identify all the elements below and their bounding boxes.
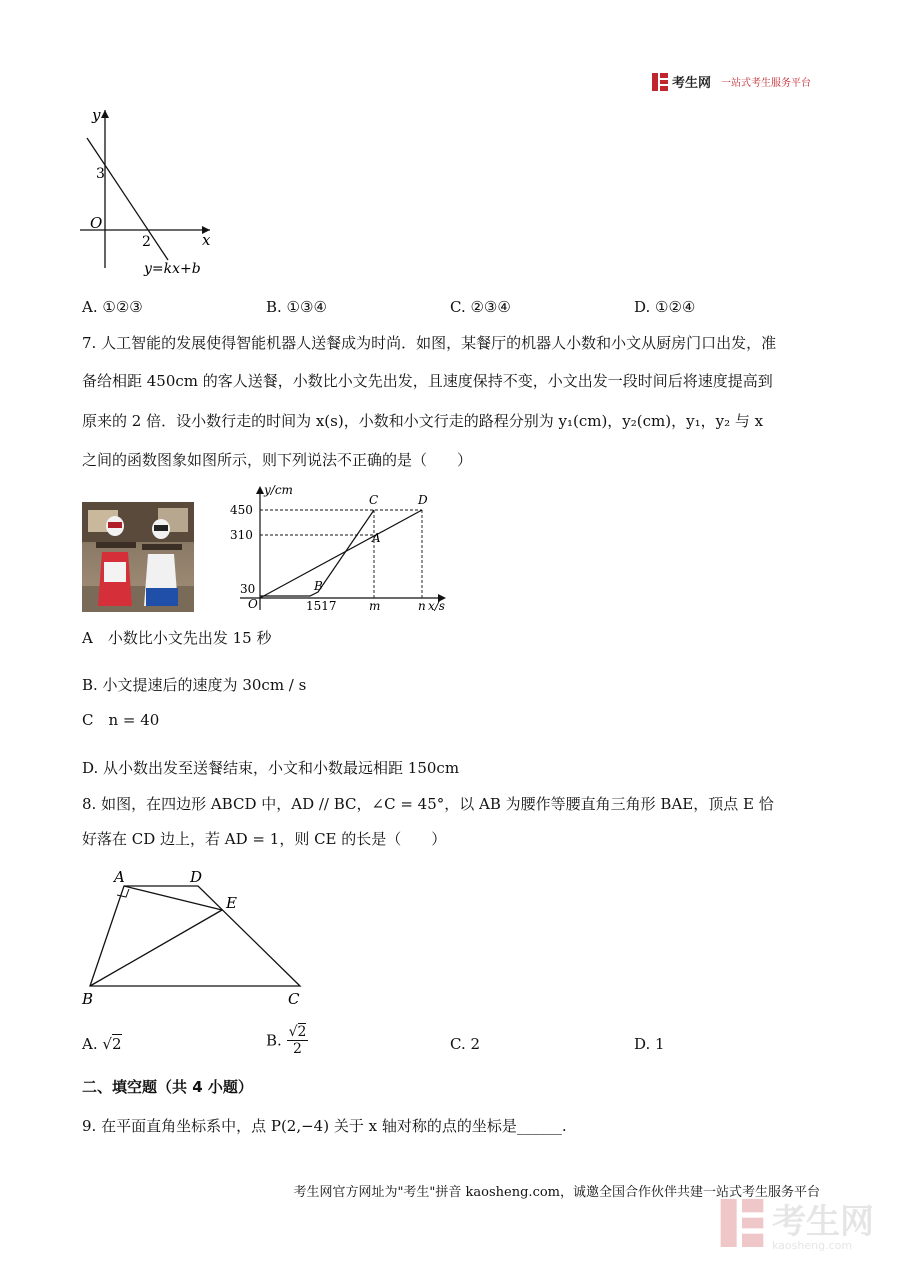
q8-option-c[interactable]: C. 2 [450,1035,481,1053]
tick-1517: 1517 [306,599,337,613]
q7-line-2: 备给相距 450cm 的客人送餐，小数比小文先出发，且速度保持不变，小文出发一段时间后将速度提高到 [82,372,773,390]
footer-note: 考生网官方网址为"考生"拼音 kaosheng.com，诚邀全国合作伙伴共建一站式考生服务平台 [293,1185,820,1200]
label-a: A [114,868,125,886]
watermark-name: 考生网 [772,1202,874,1242]
y-intercept-label: 3 [96,166,105,182]
watermark-url: kaosheng.com [772,1239,853,1252]
header-logo [652,72,811,91]
label-d: D [190,868,203,886]
watermark-logo-icon [720,1199,764,1247]
tick-30: 30 [240,582,256,596]
logo-name: 考生网 [672,76,712,91]
line-label: y=kx+b [144,261,201,277]
q7-line-4: 之间的函数图象如图所示，则下列说法不正确的是（ ） [82,451,473,469]
q7-option-b[interactable]: B. 小文提速后的速度为 30cm / s [82,676,307,694]
q8-option-a-value: 2 [111,1035,122,1053]
robot-illustration [82,502,194,612]
graph-origin: O [248,597,258,611]
q8-figure [76,862,316,1012]
q6-option-b[interactable]: B. ①③④ [266,298,327,316]
y-axis-arrow [101,110,109,118]
sqrt-symbol: √ [102,1035,112,1053]
graph-y-label: y/cm [264,483,293,497]
kaosheng-logo-icon [652,73,668,91]
x-intercept-label: 2 [142,234,151,250]
origin-label: O [90,214,103,232]
q8-option-b-den: 2 [293,1041,302,1057]
q8-option-b[interactable] [266,1024,308,1057]
q7-option-d[interactable]: D. 从小数出发至送餐结束，小文和小数最远相距 150cm [82,759,460,777]
tick-n: n [418,599,426,613]
watermark [720,1194,874,1252]
point-b: B [314,579,323,593]
graph-x-label: x/s [428,599,445,613]
tick-450: 450 [230,503,253,517]
q8-option-b-num: 2 [297,1024,307,1040]
q8-option-b-prefix: B. [266,1031,282,1050]
q8-line-1: 8. 如图，在四边形 ABCD 中，AD // BC，∠C = 45°，以 AB 为腰作等腰直角三角形 BAE，顶点 E 恰 [82,795,774,813]
label-e: E [226,894,237,912]
graph-y-arrow [256,486,264,494]
q8-option-a-prefix: A. [82,1035,98,1053]
line-y1 [260,510,422,598]
q8-option-a[interactable] [82,1034,122,1054]
tick-310: 310 [230,528,253,542]
q6-option-d[interactable]: D. ①②④ [634,298,696,316]
quadrilateral-abcd [90,886,300,986]
q7-graph [226,480,456,615]
tick-m: m [369,599,381,613]
point-c: C [369,493,379,507]
q8-line-2: 好落在 CD 边上，若 AD = 1，则 CE 的长是（ ） [82,830,447,848]
y-label: y [92,106,101,124]
q6-figure [70,100,230,285]
label-c: C [288,990,300,1008]
segment-ae [124,886,222,910]
q8-option-d[interactable]: D. 1 [634,1035,665,1053]
x-label: x [202,231,211,249]
label-b: B [82,990,94,1008]
q7-option-c[interactable]: C n = 40 [82,711,160,729]
q9-text: 9. 在平面直角坐标系中，点 P(2,−4) 关于 x 轴对称的点的坐标是______. [82,1117,567,1135]
segment-be [90,910,222,986]
q8-option-b-fraction: $\frac{√2}{2}$ [288,1024,307,1057]
section-title: 二、填空题（共 4 小题） [82,1078,253,1096]
q7-option-a[interactable]: A 小数比小文先出发 15 秒 [82,629,272,647]
q7-line-1: 7. 人工智能的发展使得智能机器人送餐成为时尚．如图，某餐厅的机器人小数和小文从厨房门口出发，准 [82,334,777,352]
logo-tagline: 一站式考生服务平台 [721,78,812,89]
q7-line-3: 原来的 2 倍．设小数行走的时间为 x(s)，小数和小文行走的路程分别为 y₁(cm)，y₂(cm)，y₁，y₂ 与 x [82,412,764,430]
q6-option-c[interactable]: C. ②③④ [450,298,511,316]
point-a: A [372,531,381,545]
point-d: D [418,493,428,507]
robot-photo [82,502,194,612]
function-line [87,138,168,260]
q6-option-a[interactable]: A. ①②③ [82,298,143,316]
